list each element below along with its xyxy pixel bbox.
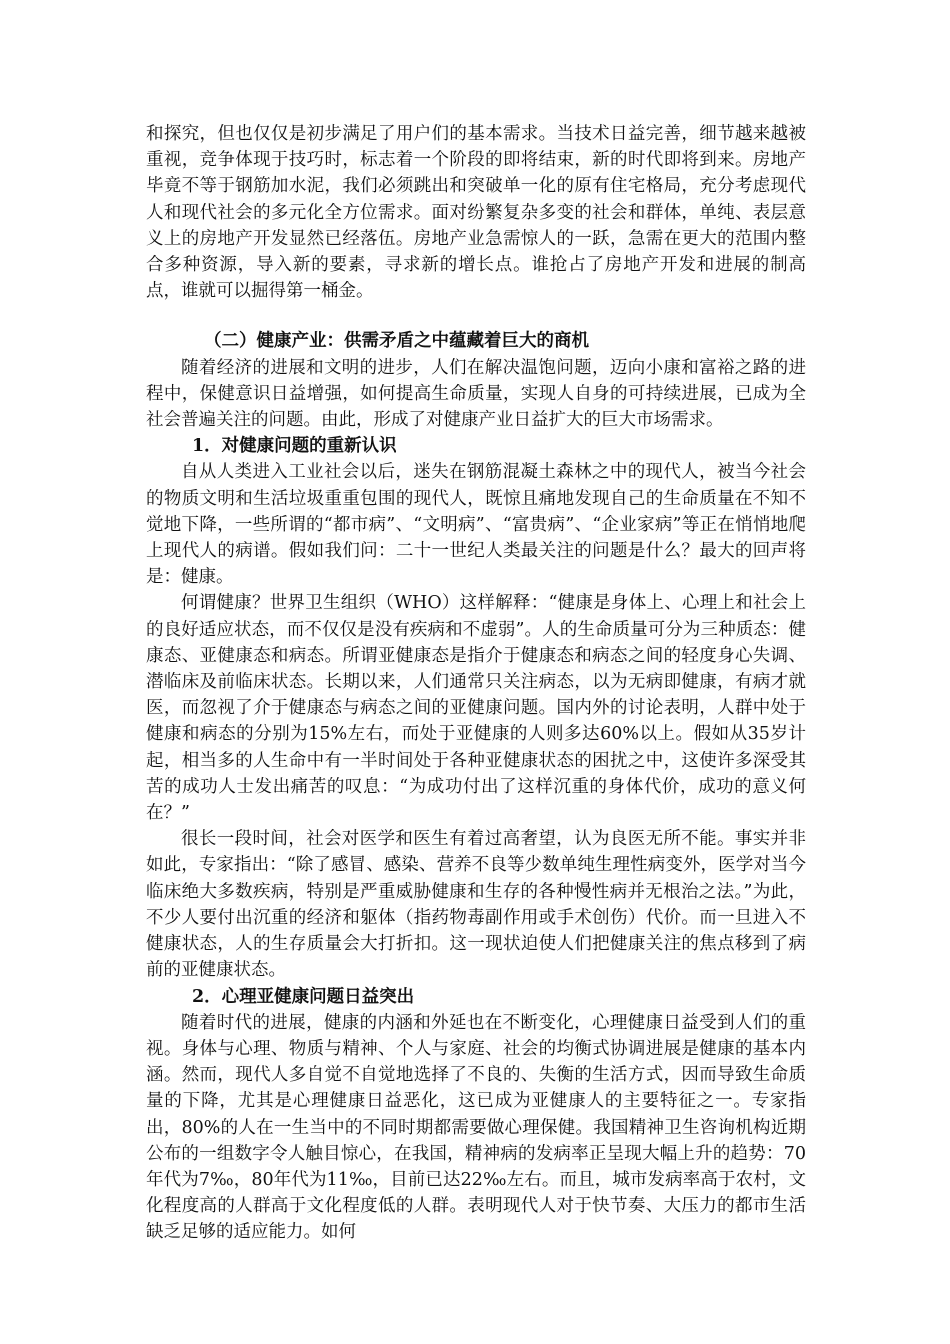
- subsection-heading-2: 2．心理亚健康问题日益突出: [192, 986, 415, 1007]
- body-paragraph: 何谓健康？世界卫生组织（WHO）这样解释：“健康是身体上、心理上和社会上的良好适应状态，而不仅仅是没有疾病和不虚弱”。人的生命质量可分为三种质态：健康态、亚健康态和病态。所谓亚健康态是指介于健康态和病态之间的轻度身心失调、潜临床及前临床状态。长期以来，人们通常只关注病态，以为无病即健康，有病才就医，而忽视了介于健康态与病态之间的亚健康问题。国内外的讨论表明，人群中处于健康和病态的分别为15%左右，而处于亚健康的人则多达60%以上。假如从35岁计起，相当多的人生命中有一半时间处于各种亚健康状态的困扰之中，这使许多深受其苦的成功人士发出痛苦的叹息：“为成功付出了这样沉重的身体代价，成功的意义何在？”: [146, 593, 806, 824]
- section-heading: （二）健康产业：供需矛盾之中蕴藏着巨大的商机: [204, 331, 589, 352]
- body-paragraph: 自从人类进入工业社会以后，迷失在钢筋混凝土森林之中的现代人，被当今社会的物质文明和生活垃圾重重包围的现代人，既惊且痛地发现自己的生命质量在不知不觉地下降，一些所谓的“都市病”、“文明病”、“富贵病”、“企业家病”等正在悄悄地爬上现代人的病谱。假如我们问：二十一世纪人类最关注的问题是什么？最大的回声将是：健康。: [146, 462, 806, 588]
- body-paragraph: 随着时代的进展，健康的内涵和外延也在不断变化，心理健康日益受到人们的重视。身体与心理、物质与精神、个人与家庭、社会的均衡式协调进展是健康的基本内涵。然而，现代人多自觉不自觉地选择了不良的、失衡的生活方式，因而导致生命质量的下降，尤其是心理健康日益恶化，这已成为亚健康人的主要特征之一。专家指出，80%的人在一生当中的不同时期都需要做心理保健。我国精神卫生咨询机构近期公布的一组数字令人触目惊心，在我国，精神病的发病率正呈现大幅上升的趋势：70年代为7‰，80年代为11‰，目前已达22‰左右。而且，城市发病率高于农村，文化程度高的人群高于文化程度低的人群。表明现代人对于快节奏、大压力的都市生活缺乏足够的适应能力。如何: [146, 1012, 806, 1243]
- body-paragraph: 很长一段时间，社会对医学和医生有着过高奢望，认为良医无所不能。事实并非如此，专家指出：“除了感冒、感染、营养不良等少数单纯生理性病变外，医学对当今临床绝大多数疾病，特别是严重威胁健康和生存的各种慢性病并无根治之法。”为此，不少人要付出沉重的经济和躯体（指药物毒副作用或手术创伤）代价。而一旦进入不健康状态，人的生存质量会大打折扣。这一现状迫使人们把健康关注的焦点移到了病前的亚健康状态。: [146, 829, 806, 981]
- paragraph-spacer: [146, 304, 806, 328]
- section-intro-paragraph: 随着经济的进展和文明的进步，人们在解决温饱问题，迈向小康和富裕之路的进程中，保健意识日益增强，如何提高生命质量，实现人自身的可持续进展，已成为全社会普遍关注的问题。由此，形成了对健康产业日益扩大的巨大市场需求。: [146, 357, 806, 431]
- subsection-heading-1: 1．对健康问题的重新认识: [192, 436, 397, 457]
- document-page: [146, 121, 806, 1246]
- continuation-paragraph: 和探究，但也仅仅是初步满足了用户们的基本需求。当技术日益完善，细节越来越被重视，竞争体现于技巧时，标志着一个阶段的即将结束，新的时代即将到来。房地产毕竟不等于钢筋加水泥，我们必须跳出和突破单一化的原有住宅格局，充分考虑现代人和现代社会的多元化全方位需求。面对纷繁复杂多变的社会和群体，单纯、表层意义上的房地产开发显然已经落伍。房地产业急需惊人的一跃，急需在更大的范围内整合多种资源，导入新的要素，寻求新的增长点。谁抢占了房地产开发和进展的制高点，谁就可以掘得第一桶金。: [146, 124, 806, 302]
